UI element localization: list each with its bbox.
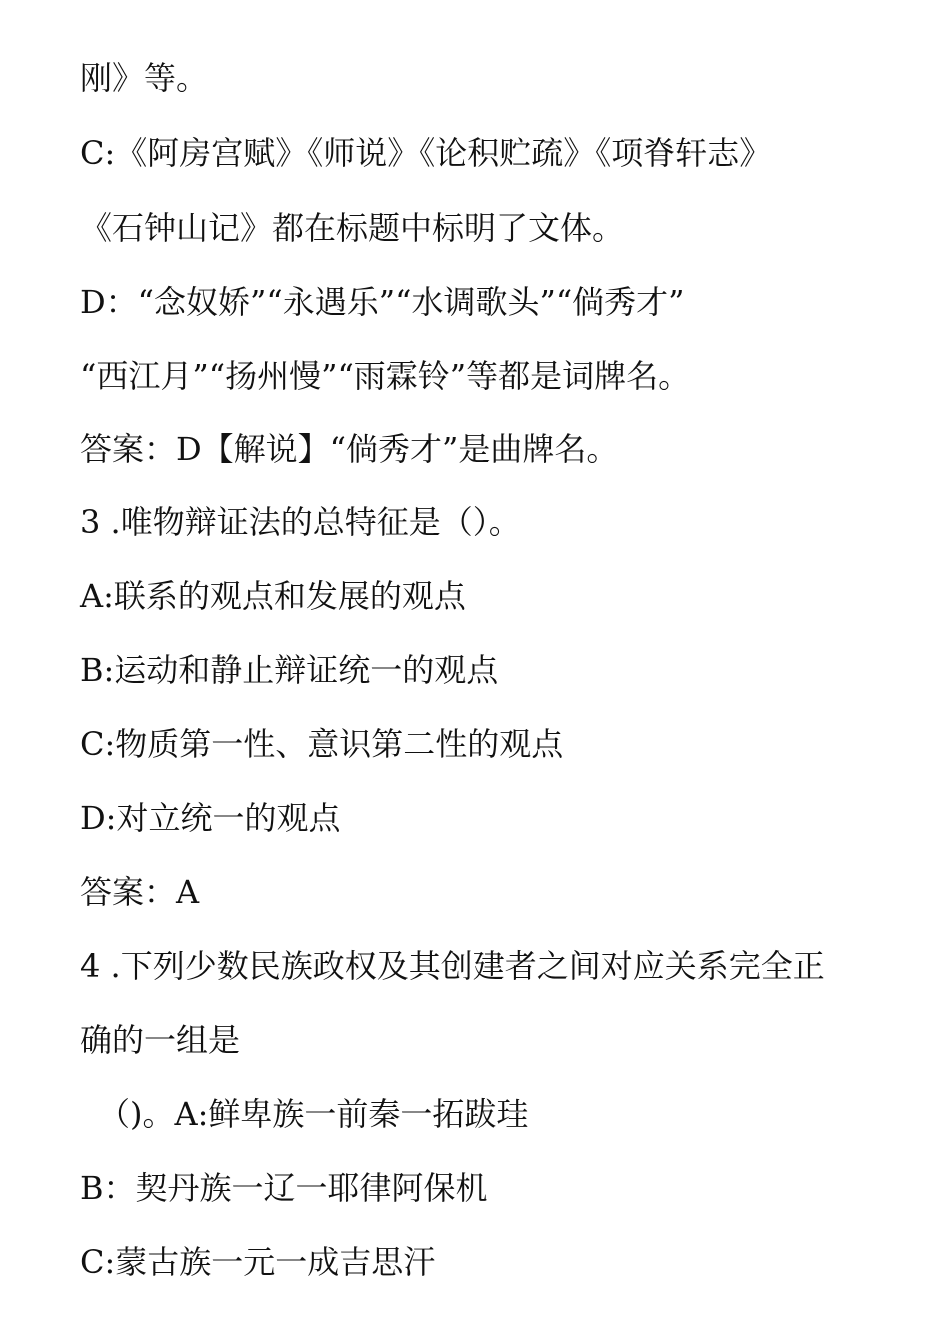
option-c-line: C:《阿房宫赋》《师说》《论积贮疏》《项脊轩志》 [80, 134, 772, 172]
question-4: 4 .下列少数民族政权及其创建者之间对应关系完全正 [80, 947, 825, 985]
option-a-line: A:联系的观点和发展的观点 [80, 577, 466, 615]
text-line: “西江月”“扬州慢”“雨霖铃”等都是词牌名。 [80, 357, 691, 395]
option-b-line: B：契丹族一辽一耶律阿保机 [80, 1169, 488, 1207]
text-line: 刚》等。 [80, 59, 209, 97]
option-b-line: B:运动和静止辩证统一的观点 [80, 651, 499, 689]
answer-line: 答案：D【解说】“倘秀才”是曲牌名。 [80, 430, 619, 468]
text-line: 《石钟山记》都在标题中标明了文体。 [80, 209, 625, 247]
answer-line: 答案：A [80, 873, 200, 911]
option-d-line: D:对立统一的观点 [80, 799, 341, 837]
option-a-line: （)。A:鲜卑族一前秦一拓跋珪 [98, 1095, 529, 1133]
question-3: 3 .唯物辩证法的总特征是（）。 [80, 503, 521, 541]
option-c-line: C:蒙古族一元一成吉思汗 [80, 1243, 436, 1281]
option-c-line: C:物质第一性、意识第二性的观点 [80, 725, 564, 763]
text-line: 确的一组是 [80, 1021, 241, 1059]
option-d-line: D：“念奴娇”“永遇乐”“水调歌头”“倘秀才” [80, 283, 685, 321]
